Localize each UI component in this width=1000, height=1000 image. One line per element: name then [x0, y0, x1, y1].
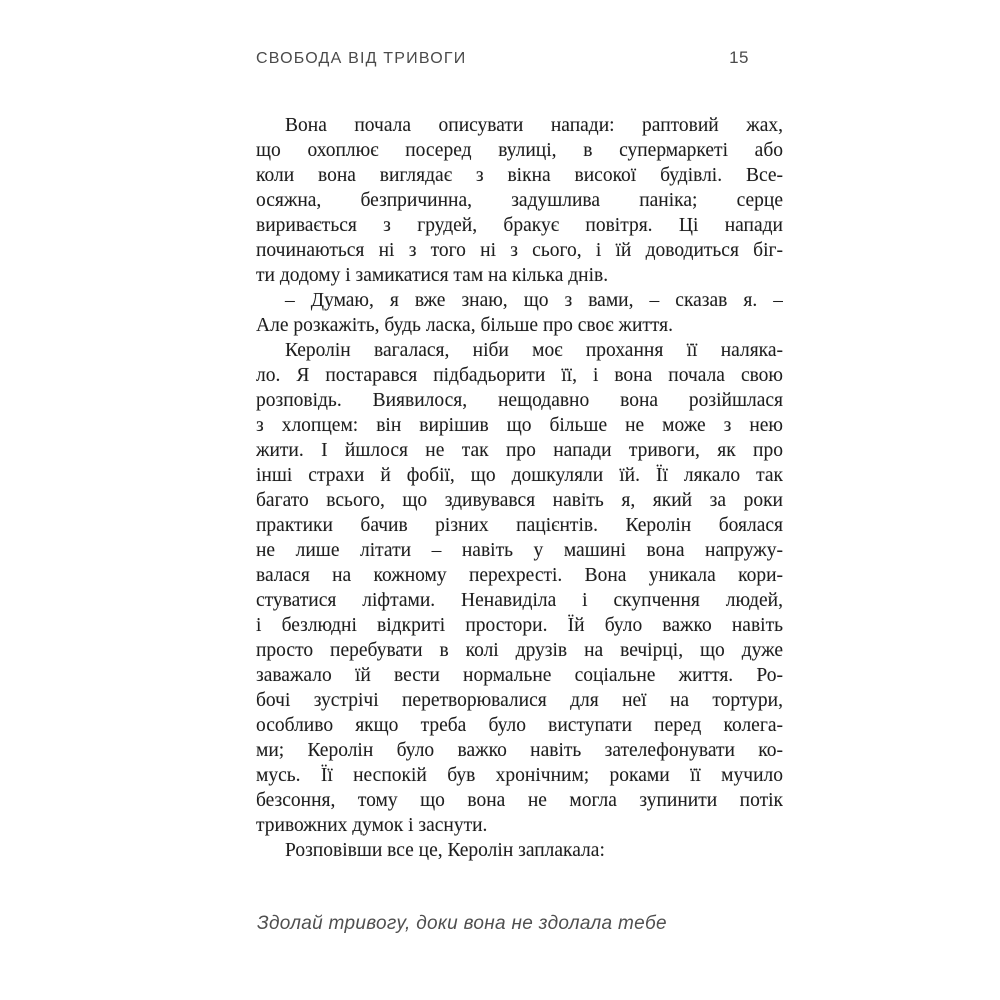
text-line: безсоння, тому що вона не могла зупинити потік	[256, 790, 783, 811]
text-line: виривається з грудей, бракує повітря. Ці напади	[256, 215, 783, 236]
text-line: починаються ні з того ні з сього, і їй доводиться біг-	[256, 240, 783, 261]
paragraph	[256, 338, 783, 838]
text-line: ло. Я постарався підбадьорити її, і вона почала свою	[256, 365, 783, 386]
text-line: і безлюдні відкриті простори. Їй було важко навіть	[256, 615, 783, 636]
text-line: ти додому і замикатися там на кілька днів.	[256, 265, 609, 286]
text-line: жити. І йшлося не так про напади тривоги, як про	[256, 440, 783, 461]
page-number: 15	[729, 48, 749, 67]
paragraph	[256, 113, 783, 288]
text-line: мусь. Її неспокій був хронічним; роками її мучило	[256, 765, 783, 786]
text-line: Але розкажіть, будь ласка, більше про своє життя.	[256, 315, 674, 336]
text-line: бочі зустрічі перетворювалися для неї на тортури,	[256, 690, 783, 711]
text-line: тривожних думок і заснути.	[256, 815, 488, 836]
text-line: з хлопцем: він вирішив що більше не може з нею	[256, 415, 783, 436]
text-line: особливо якщо треба було виступати перед колега-	[256, 715, 783, 736]
text-line: заважало їй вести нормальне соціальне життя. Ро-	[256, 665, 783, 686]
text-line: ми; Керолін було важко навіть зателефонувати ко-	[256, 740, 783, 761]
text-line: не лише літати – навіть у машині вона напружу-	[256, 540, 783, 561]
text-line: стуватися ліфтами. Ненавиділа і скупчення людей,	[256, 590, 783, 611]
text-line: просто перебувати в колі друзів на вечірці, що дуже	[256, 640, 783, 661]
text-line: – Думаю, я вже знаю, що з вами, – сказав я. –	[285, 290, 783, 311]
text-line: валася на кожному перехресті. Вона уникала кори-	[256, 565, 783, 586]
text-line: Керолін вагалася, ніби моє прохання її наляка-	[285, 340, 783, 361]
text-line: багато всього, що здивувався навіть я, який за роки	[256, 490, 783, 511]
body-text	[256, 113, 783, 863]
text-line: практики бачив різних пацієнтів. Керолін боялася	[256, 515, 783, 536]
paragraph	[256, 288, 783, 338]
book-title-footer: Здолай тривогу, доки вона не здолала тебе	[257, 913, 667, 934]
text-line: розповідь. Виявилося, нещодавно вона розійшлася	[256, 390, 783, 411]
text-line: коли вона виглядає з вікна високої будівлі. Все-	[256, 165, 783, 186]
paragraph	[256, 838, 783, 863]
running-header	[256, 48, 749, 68]
text-line: що охоплює посеред вулиці, в супермаркеті або	[256, 140, 783, 161]
chapter-title: СВОБОДА ВІД ТРИВОГИ	[256, 50, 467, 67]
text-line: осяжна, безпричинна, задушлива паніка; серце	[256, 190, 783, 211]
text-line: інші страхи й фобії, що дошкуляли їй. Її лякало так	[256, 465, 783, 486]
text-line: Вона почала описувати напади: раптовий жах,	[285, 115, 783, 136]
text-line: Розповівши все це, Керолін заплакала:	[285, 840, 605, 861]
